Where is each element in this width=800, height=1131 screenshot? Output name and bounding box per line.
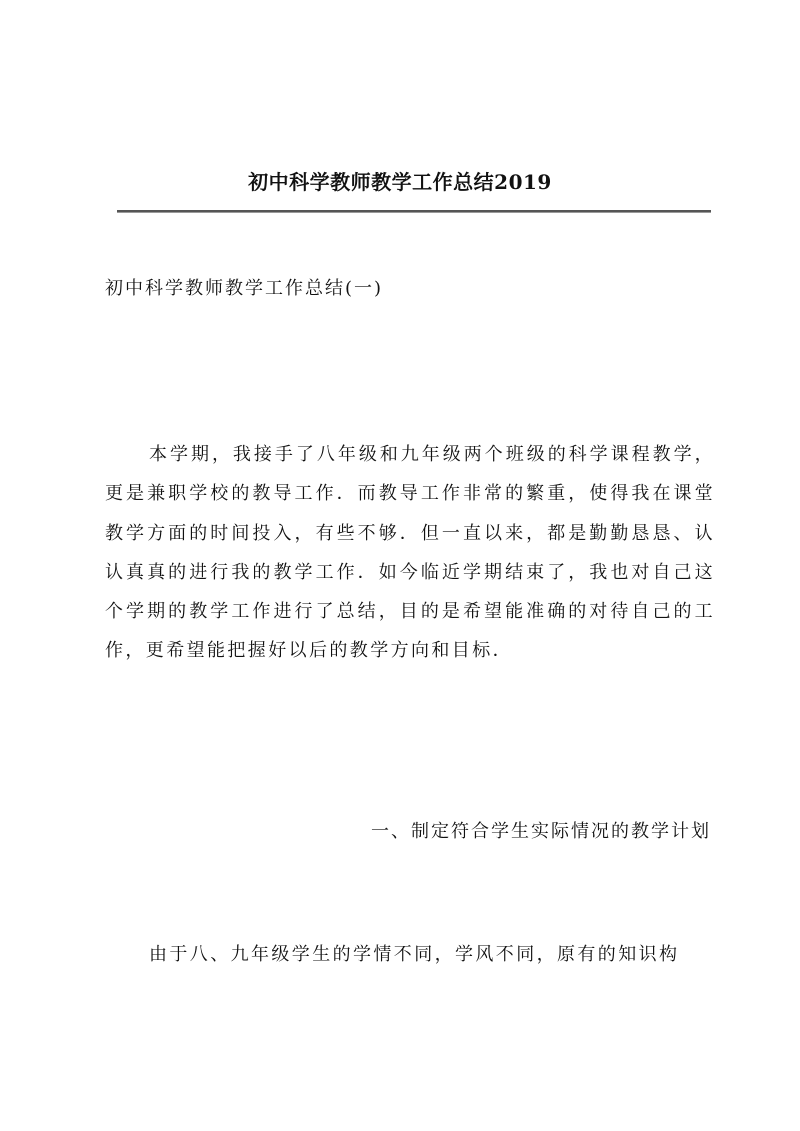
document-subtitle: 初中科学教师教学工作总结(一)	[105, 278, 384, 299]
body-paragraph-1: 本学期，我接手了八年级和九年级两个班级的科学课程教学，更是兼职学校的教导工作．而教导工作非常的繁重，使得我在课堂教学方面的时间投入，有些不够．但一直以来，都是勤勤恳恳、认认真真的进行我的教学工作．如今临近学期结束了，我也对自己这个学期的教学工作进行了总结，目的是希望能准确的对待自己的工作，更希望能把握好以后的教学方向和目标．	[105, 444, 715, 662]
body-paragraph-2: 由于八、九年级学生的学情不同，学风不同，原有的知识构	[149, 944, 680, 965]
title-divider	[117, 210, 711, 213]
document-title: 初中科学教师教学工作总结2019	[248, 170, 552, 194]
section-heading-1: 一、制定符合学生实际情况的教学计划	[371, 821, 711, 842]
